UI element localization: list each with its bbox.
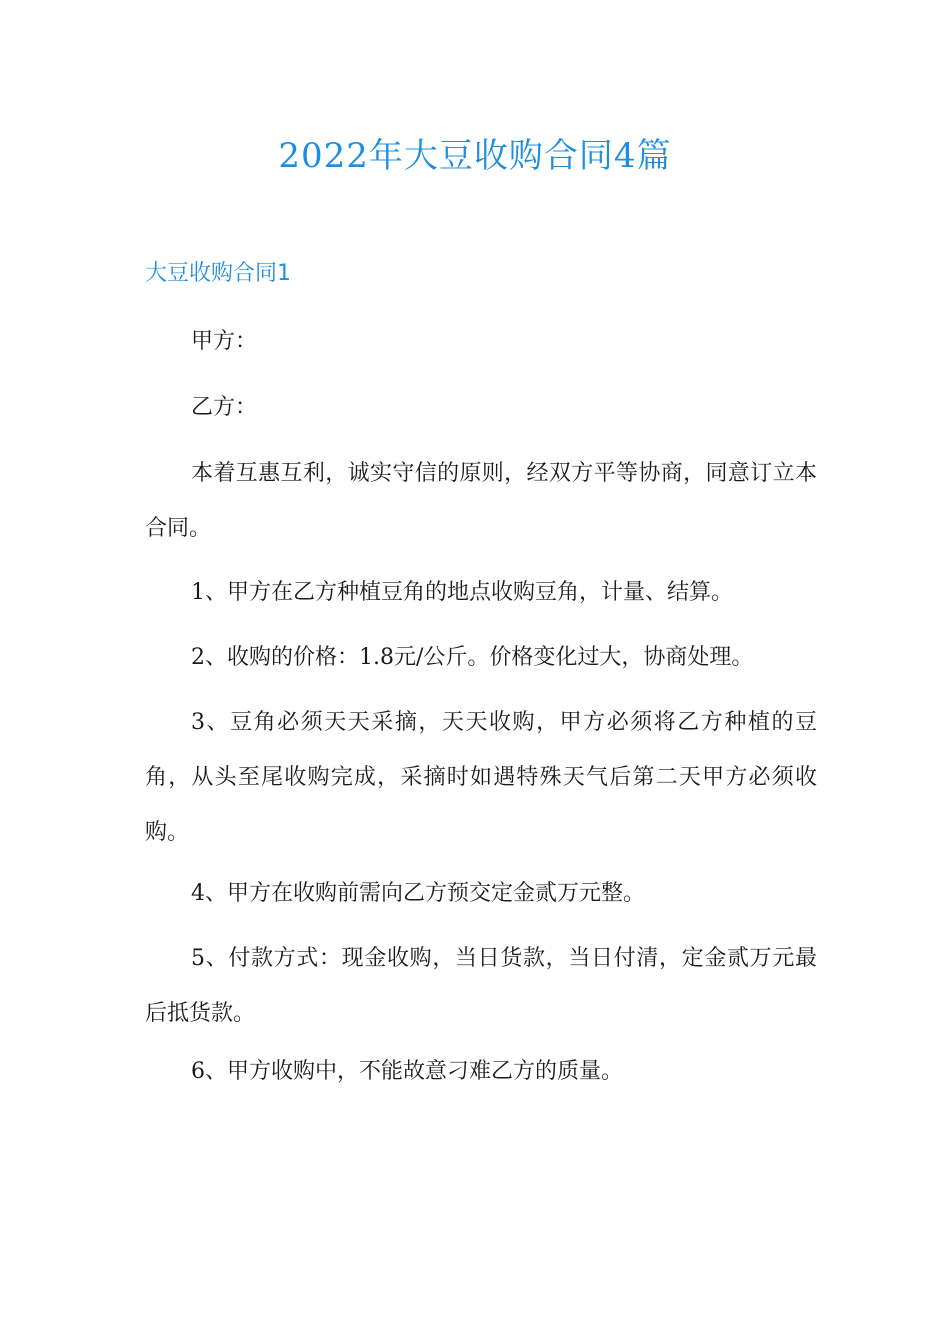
party-b-line: 乙方： xyxy=(191,395,258,420)
clause-6: 6、甲方收购中，不能故意刁难乙方的质量。 xyxy=(191,1059,623,1084)
clause-4: 4、甲方在收购前需向乙方预交定金贰万元整。 xyxy=(191,881,645,906)
clause-1: 1、甲方在乙方种植豆角的地点收购豆角，计量、结算。 xyxy=(191,580,733,605)
party-a-line: 甲方： xyxy=(191,329,258,354)
clause-5: 5、付款方式：现金收购，当日货款，当日付清，定金贰万元最后抵货款。 xyxy=(145,946,817,1026)
preamble-paragraph: 本着互惠互利，诚实守信的原则，经双方平等协商，同意订立本合同。 xyxy=(145,461,817,541)
document-title: 2022年大豆收购合同4篇 xyxy=(278,136,672,176)
clause-3: 3、豆角必须天天采摘，天天收购，甲方必须将乙方种植的豆角，从头至尾收购完成，采摘时如遇特殊天气后第二天甲方必须收购。 xyxy=(145,710,817,845)
section-heading: 大豆收购合同1 xyxy=(145,261,291,286)
clause-2: 2、收购的价格：1.8元/公斤。价格变化过大，协商处理。 xyxy=(191,645,754,670)
